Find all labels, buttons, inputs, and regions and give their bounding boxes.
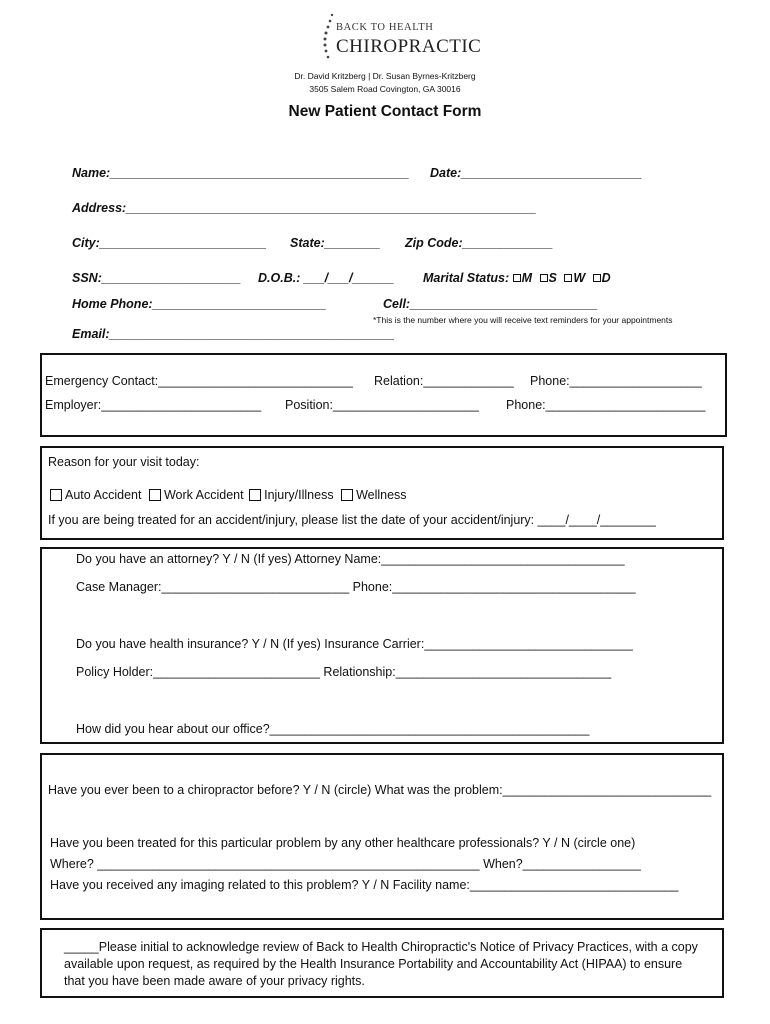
work-accident-label: Work Accident [163,488,244,502]
visit-reason-label: Reason for your visit today: [48,455,200,469]
dob-field[interactable]: D.O.B.: ___/___/______ [258,271,395,285]
wellness-checkbox[interactable] [341,489,353,501]
cell-note: *This is the number where you will receive text reminders for your appointments [373,315,673,325]
ssn-field[interactable]: SSN:____________________ [72,271,241,285]
logo-text-main: CHIROPRACTIC [336,36,482,57]
marital-option-m: M [521,271,533,285]
date-field[interactable]: Date:__________________________ [430,166,643,180]
policy-holder-field[interactable]: Policy Holder:________________________ Relationship:_______________________________ [76,665,612,679]
email-field[interactable]: Email:_________________________________________ [72,327,395,341]
auto-accident-checkbox[interactable] [50,489,62,501]
referral-field[interactable]: How did you hear about our office?______________________________________________ [76,722,590,736]
marital-option-s: S [548,271,557,285]
marital-status-label: Marital Status: [423,271,510,285]
privacy-text-line2: available upon request, as required by the Health Insurance Portability and Accountability Act (HIPAA) to ensure [64,957,683,971]
name-field[interactable]: Name:___________________________________________ [72,166,410,180]
accident-date-field[interactable]: If you are being treated for an accident/injury, please list the date of your accident/injury: ____/____/________ [48,513,656,527]
position-field[interactable]: Position:_____________________ [285,398,479,412]
injury-illness-checkbox[interactable] [249,489,261,501]
insurance-field[interactable]: Do you have health insurance? Y / N (If yes) Insurance Carrier:______________________________ [76,637,633,651]
where-when-field[interactable]: Where? _______________________________________________________ When?_________________ [50,857,641,871]
wellness-label: Wellness [356,488,407,502]
employer-field[interactable]: Employer:_______________________ [45,398,262,412]
form-title: New Patient Contact Form [288,103,482,120]
visit-reason-options [50,488,407,502]
marital-checkbox-m[interactable] [513,274,521,282]
marital-option-d: D [601,271,611,285]
emergency-phone-field[interactable]: Phone:___________________ [530,374,702,388]
marital-option-w: W [573,271,586,285]
marital-checkbox-d[interactable] [593,274,601,282]
home-phone-field[interactable]: Home Phone:_________________________ [72,297,327,311]
case-manager-field[interactable]: Case Manager:___________________________ Phone:___________________________________ [76,580,636,594]
zip-field[interactable]: Zip Code:_____________ [405,236,554,250]
injury-illness-label: Injury/Illness [264,488,334,502]
spine-icon [320,12,336,60]
clinic-logo [320,12,482,60]
marital-checkbox-s[interactable] [540,274,548,282]
employer-phone-field[interactable]: Phone:_______________________ [506,398,706,412]
other-treatment-question[interactable]: Have you been treated for this particular problem by any other healthcare professionals? Y / N (circle one) [50,836,636,850]
auto-accident-label: Auto Accident [65,488,142,502]
logo-text-top: BACK TO HEALTH [336,22,434,33]
clinic-address: 3505 Salem Road Covington, GA 30016 [309,84,461,94]
privacy-initial-field[interactable]: _____Please initial to acknowledge review of Back to Health Chiropractic's Notice of Privacy Practices, with a copy [64,940,698,954]
emergency-contact-field[interactable]: Emergency Contact:____________________________ [45,374,353,388]
address-field[interactable]: Address:___________________________________________________________ [72,201,537,215]
emergency-section [40,353,727,437]
attorney-field[interactable]: Do you have an attorney? Y / N (If yes) Attorney Name:___________________________________ [76,552,625,566]
privacy-text-line3: that you have been made aware of your privacy rights. [64,974,365,988]
imaging-field[interactable]: Have you received any imaging related to this problem? Y / N Facility name:______________________________ [50,878,679,892]
marital-checkbox-w[interactable] [564,274,572,282]
cell-field[interactable]: Cell:___________________________ [383,297,598,311]
city-field[interactable]: City:________________________ [72,236,267,250]
previous-chiropractor-field[interactable]: Have you ever been to a chiropractor before? Y / N (circle) What was the problem:______________________________ [48,783,712,797]
state-field[interactable]: State:________ [290,236,381,250]
doctors-line: Dr. David Kritzberg | Dr. Susan Byrnes-Kritzberg [294,71,476,81]
work-accident-checkbox[interactable] [149,489,161,501]
marital-status [423,271,611,285]
relation-field[interactable]: Relation:_____________ [374,374,514,388]
